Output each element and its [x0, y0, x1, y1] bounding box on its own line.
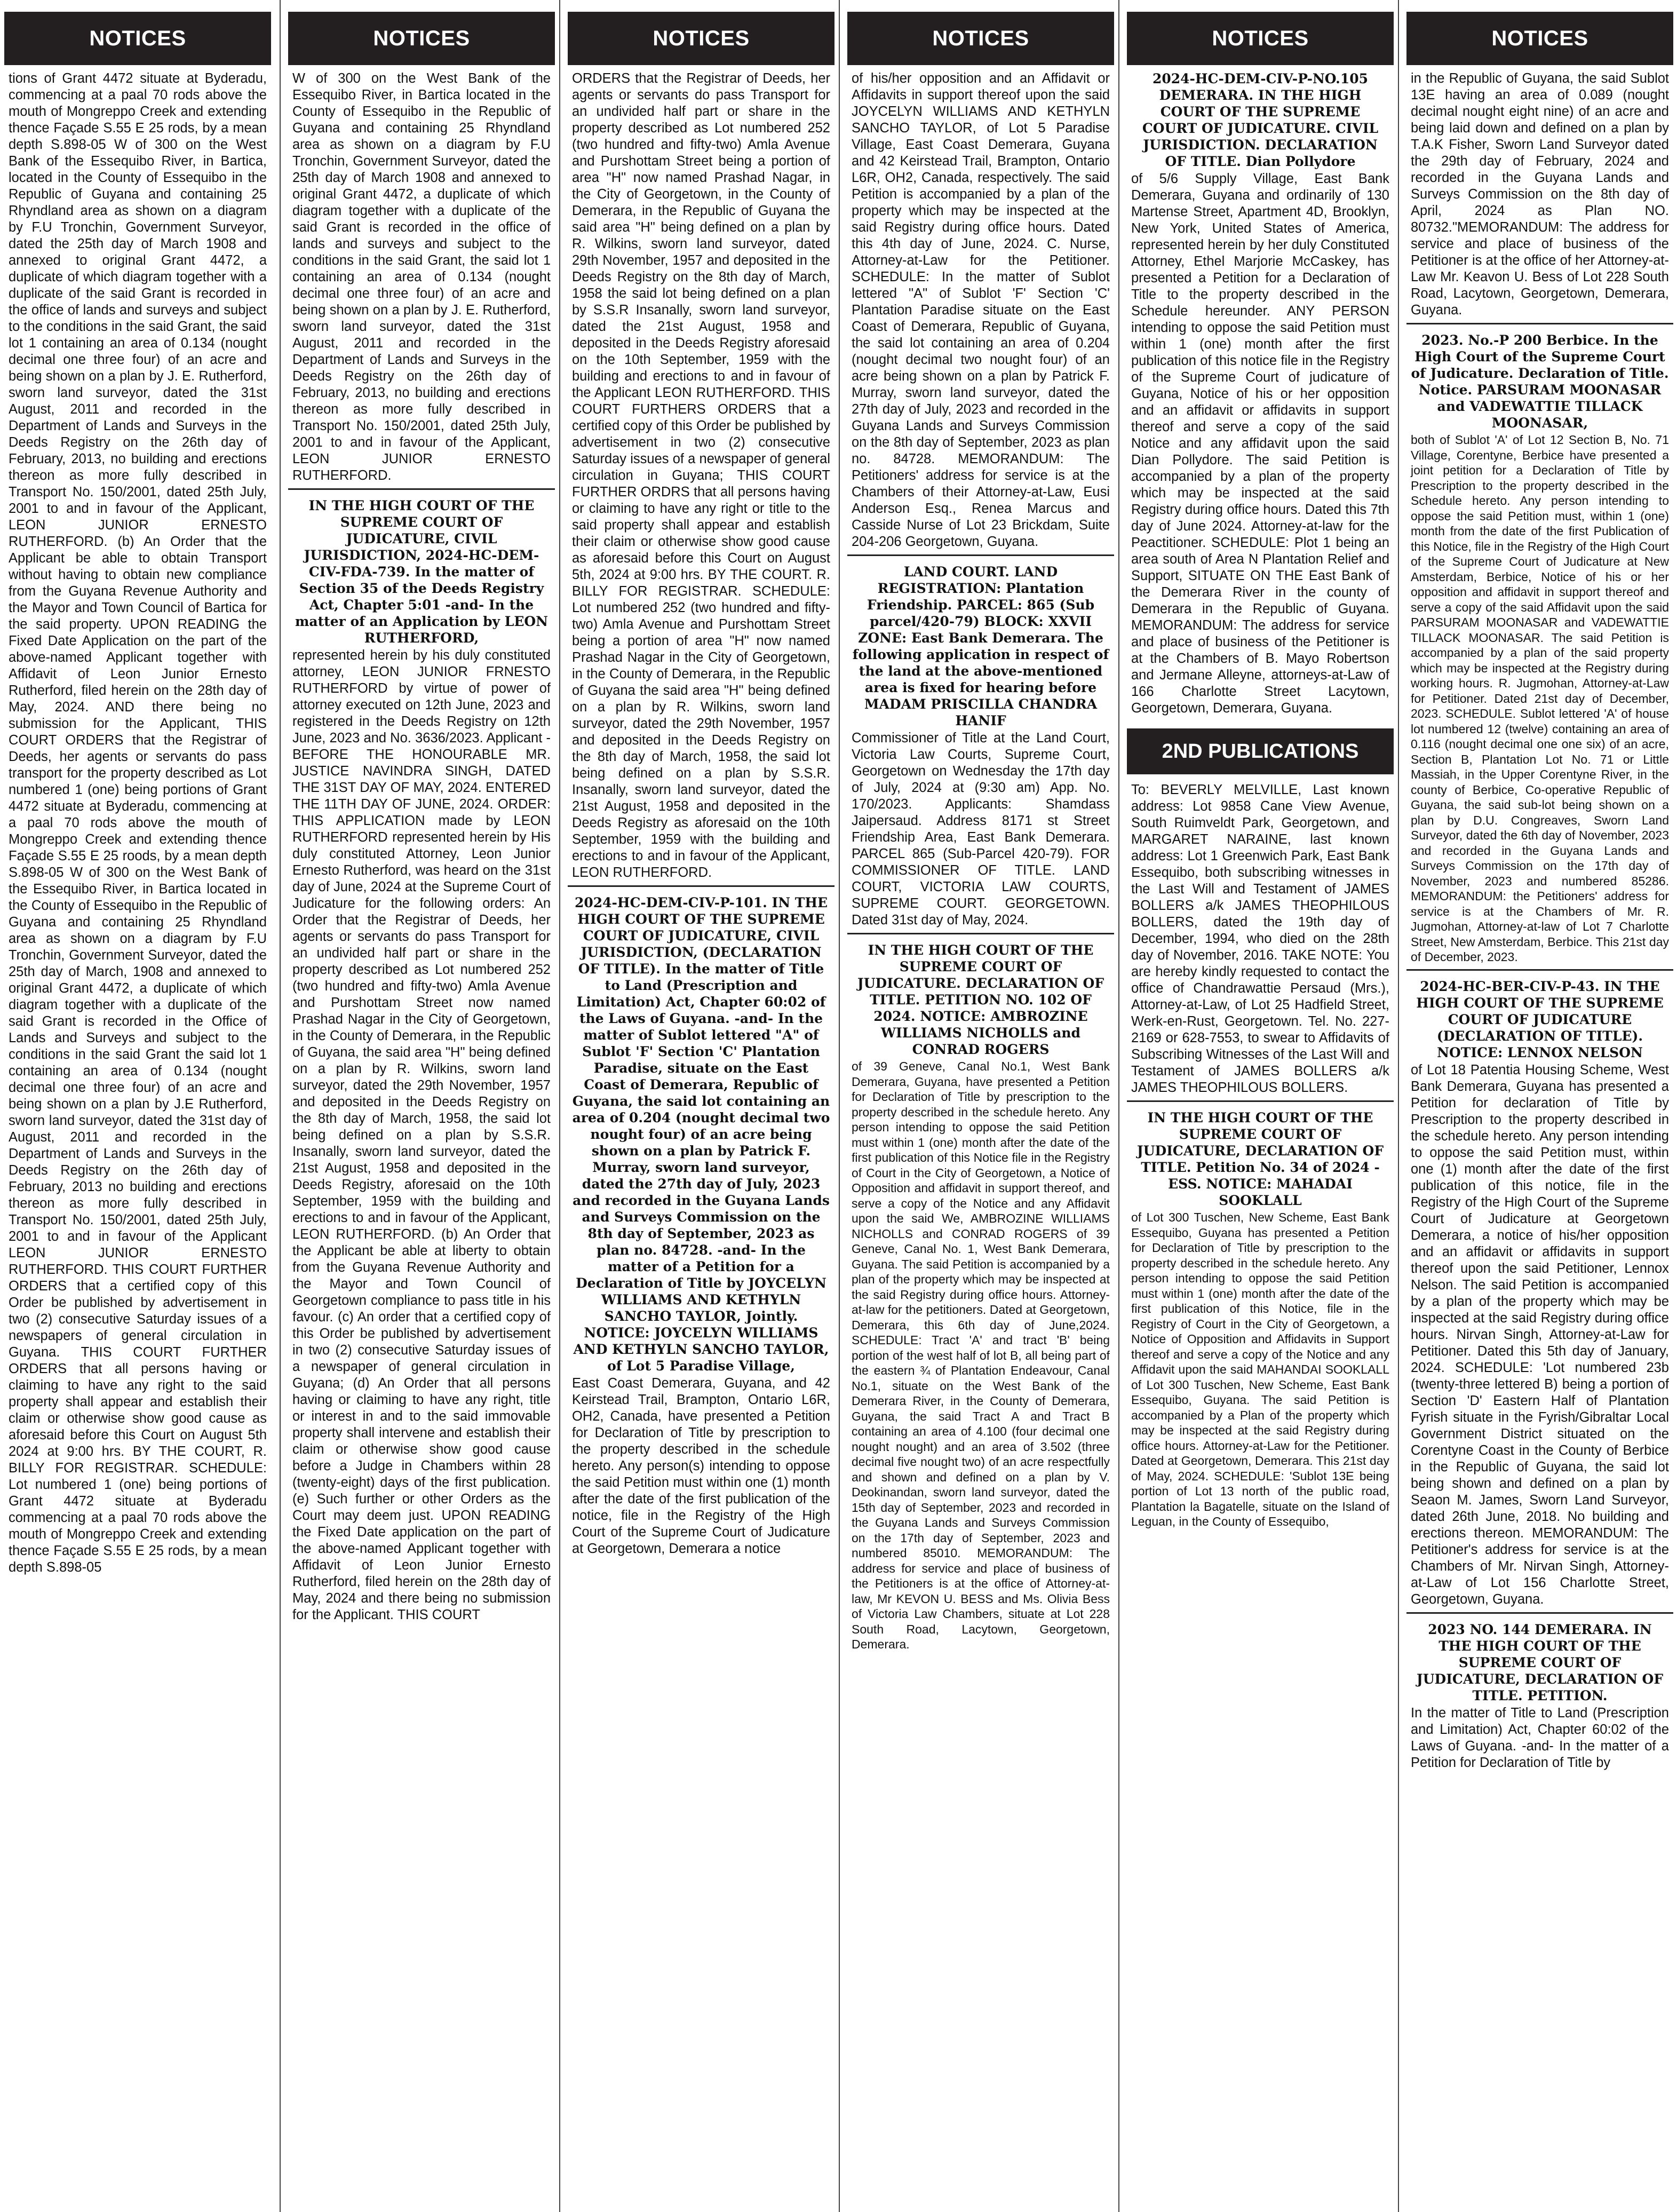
notice-heading: 2024-HC-BER-CIV-P-43. IN THE HIGH COURT OF THE SUPREME COURT OF JUDICATURE (DECLARATION OF TITLE). NOTICE: LENNOX NELSON — [1416, 978, 1664, 1060]
column-header: NOTICES — [847, 12, 1114, 65]
column-divider — [1398, 0, 1399, 2212]
notice-body: of Lot 300 Tuschen, New Scheme, East Bank Essequibo, Guyana has presented a Petition for Declaration of Title by prescription to the property described in the schedule hereto. Any person intending to oppose the said Petition must within 1 (one) month after the date of the first publication of this Notice, file in the Registry of Court in the City of Georgetown, a Notice of Opposition and Affidavits in Support thereof and serve a copy of the Notice and any Affidavit upon the said MAHANDAI SOOKLALL of Lot 300 Tuschen, New Scheme, East Bank Essequibo, Guyana. The said Petition is accompanied by a Plan of the property which may be inspected at the said Registry during office hours. Attorney-at-Law for the Petitioner. Dated at Georgetown, Demerara. This 21st day of May, 2024. SCHEDULE: 'Sublot 13E being portion of Lot 13 north of the public road, Plantation la Bagatelle, situate on the Island of Leguan, in the County of Essequibo, — [1131, 1210, 1389, 1528]
column-divider — [559, 0, 560, 2212]
notice — [847, 942, 1114, 1656]
column-divider — [280, 0, 281, 2212]
notice-heading: IN THE HIGH COURT OF THE SUPREME COURT OF JUDICATURE, CIVIL JURISDICTION, 2024-HC-DEM-CIV-FDA-739. In the matter of Section 35 of the Deeds Registry Act, Chapter 5:01 -and- In the matter of an Application by LEON RUTHERFORD, — [295, 498, 549, 646]
notice-body: Commissioner of Title at the Land Court, Victoria Law Courts, Supreme Court, Georgetown on Wednesday the 17th day of July, 2024 at (9:30 am) App. No. 170/2023. Applicants: Shamdass Jaipersaud. Address 8171 st Street Friendship Area, East Bank Demerara. PARCEL 865 (Sub-Parcel 420-79). FOR COMMISSIONER OF TITLE. LAND COURT, VICTORIA LAW COURTS, SUPREME COURT. GEORGETOWN. Dated 31st day of May, 2024. — [852, 731, 1110, 927]
notice-body: in the Republic of Guyana, the said Sublot 13E having an area of 0.089 (nought decimal nought eight nine) of an acre and being laid down and defined on a plan by T.A.K Fisher, Sworn Land Surveyor dated the 29th day of February, 2024 and recorded in the Guyana Lands and Surveys Commission on the 8th day of April, 2024 as Plan NO. 80732."MEMORANDUM: The address for service and place of business of the Petitioner is at the office of her Attorney-at-Law Mr. Keavon U. Bess of Lot 228 South Road, Lacytown, Georgetown, Demerara, Guyana. — [1411, 71, 1669, 318]
column-2 — [288, 0, 555, 2212]
notice-heading: 2023 NO. 144 DEMERARA. IN THE HIGH COURT OF THE SUPREME COURT OF JUDICATURE, DECLARATION OF TITLE. PETITION. — [1416, 1621, 1664, 1703]
column-header: NOTICES — [4, 12, 271, 65]
notice — [288, 70, 555, 490]
notice-body: represented herein by his duly constituted attorney, LEON JUNIOR FRNESTO RUTHERFORD by virtue of power of attorney executed on 12th June, 2023 and registered in the Deeds Registry on 12th June, 2023 and No. 3636/2023. Applicant - BEFORE THE HONOURABLE MR. JUSTICE NAVINDRA SINGH, DATED THE 31ST DAY OF MAY, 2024. ENTERED THE 11TH DAY OF JUNE, 2024. ORDER: THIS APPLICATION made by LEON RUTHERFORD represented herein by His duly constituted Attorney, Leon Junior Ernesto Rutherford, was heard on the 31st day of June, 2024 at the Supreme Court of Judicature for the following orders: An Order that the Registrar of Deeds, her agents or servants do pass Transport for an undivided half part or share in the property described as Lot numbered 252 (two hundred and fifty-two) Amla Avenue and Purshottam Street now named Prashad Nagar in the City of Georgetown, in the County of Demerara, in the Republic of Guyana, the said area "H" being defined on a plan by R. Wilkins, sworn land surveyor, dated the 29th November, 1957 and deposited in the Deeds Registry on the 8th day of March, 1958, the said lot being defined on a plan by S.S.R. Insanally, sworn land surveyor, dated the 21st August, 1958 and deposited in the Deeds Registry, aforesaid on the 10th September, 1959 with the building and erections to and in favour of the Applicant, LEON RUTHERFORD. (b) An Order that the Applicant be able at liberty to obtain from the Guyana Revenue Authority and the Mayor and Town Council of Georgetown compliance to pass title in his favour. (c) An order that a certified copy of this Order be published by advertisement in two (2) consecutive Saturday issues of a newspaper of general circulation in Guyana; (d) An Order that all persons having or claiming to have any right, title or interest in and to the said immovable property shall intervene and establish their claim or otherwise show good cause before a Judge in Chambers within 28 (twenty-eight) days of the first publication. (e) Such further or other Orders as the Court may deem just. UPON READING the Fixed Date application on the part of the above-named Applicant together with Affidavit of Leon Junior Ernesto Rutherford, filed herein on the 28th day of May, 2024 and there being no submission for the Applicant. THIS COURT — [292, 648, 551, 1622]
notice — [568, 70, 834, 887]
column-header: NOTICES — [568, 12, 834, 65]
notice — [1406, 70, 1673, 324]
column-divider — [839, 0, 840, 2212]
column-header: NOTICES — [1127, 12, 1394, 65]
notice-body: To: BEVERLY MELVILLE, Last known address: Lot 9858 Cane View Avenue, South Ruimveldt Park, Georgetown, and MARGARET NARAINE, last known address: Lot 1 Greenwich Park, East Bank Essequibo, both subscribing witnesses in the Last Will and Testament of JAMES BOLLERS a/k JAMES THEOPHILOUS BOLLERS, dated the 19th day of December, 1994, who died on the 28th day of November, 2016. TAKE NOTE: You are hereby kindly requested to contact the office of Chandrawattie Persaud (Mrs.), Attorney-at-Law, of Lot 25 Hadfield Street, Werk-en-Rust, Georgetown. Tel. No. 227-2169 or 628-7553, to swear to Affidavits of Subscribing Witnesses of the Last Will and Testament of JAMES BOLLERS a/k JAMES THEOPHILOUS BOLLERS. — [1131, 782, 1389, 1095]
notice-heading: LAND COURT. LAND REGISTRATION: Plantation Friendship. PARCEL: 865 (Sub parcel/420-79) BLOCK: XXVII ZONE: East Bank Demerara. The following application in respect of the land at the above-mentioned area is fixed for hearing before MADAM PRISCILLA CHANDRA HANIF — [852, 564, 1109, 728]
column-1 — [4, 0, 271, 2212]
notice — [1406, 1621, 1673, 1775]
notice-body: W of 300 on the West Bank of the Essequibo River, in Bartica located in the County of Essequibo in the Republic of Guyana and containing 25 Rhyndland area as shown on a diagram by F.U Tronchin, Government Surveyor, dated the 25th day of March 1908 and annexed to original Grant 4472, a duplicate of which diagram together with a duplicate of the said Grant is recorded in the office of lands and surveys and subject to the conditions in the said Grant, the said lot 1 containing an area of 0.134 (nought decimal one three four) of an acre and being shown on a plan by J. E. Rutherford, sworn land surveyor, dated the 31st August, 2011 and recorded in the Department of Lands and Surveys in the Deeds Registry on the 26th day of February, 2013, no building and erections thereon as more fully described in Transport No. 150/2001, dated 25th July, 2001 to and in favour of the Applicant, LEON JUNIOR ERNESTO RUTHERFORD. — [292, 71, 551, 483]
notice-heading: 2023. No.-P 200 Berbice. In the High Court of the Supreme Court of Judicature. Declaration of Title. Notice. PARSURAM MOONASAR and VADEWATTIE TILLACK MOONASAR, — [1411, 332, 1669, 431]
notice-body: both of Sublot 'A' of Lot 12 Section B, No. 71 Village, Corentyne, Berbice have presented a joint petition for a Declaration of Title by Prescription to the property described in the Schedule hereto. Any person intending to oppose the said Petition must, within 1 (one) month from the date of the first Publication of this Notice, file in the Registry of the High Court of the Supreme Court of Judicature at New Amsterdam, Berbice, Notice of his or her opposition and affidavit in support thereof and serve a copy of the said Affidavit upon the said PARSURAM MOONASAR and VADEWATTIE TILLACK MOONASAR. The said Petition is accompanied by a plan of the said property which may be inspected at the Registry during working hours. R. Jugmohan, Attorney-at-Law for Petitioner. Dated 21st day of December, 2023. SCHEDULE. Sublot lettered 'A' of house lot numbered 12 (twelve) containing an area of 0.116 (nought decimal one one six) of an acre, Section B, Plantation Lot No. 71 or Little Massiah, in the Upper Corentyne River, in the county of Berbice, Co-operative Republic of Guyana, the said sub-lot being shown on a plan by D.U. Congreaves, Sworn Land Surveyor, dated the 6th day of November, 2023 and recorded in the Guyana Lands and Surveys Commission on the 17th day of November, 2023 and numbered 85286. MEMORANDUM: the Petitioners' address for service is at the Chambers of Mr. R. Jugmohan, Attorney-at-law of Lot 7 Charlotte Street, New Amsterdam, Berbice. This 21st day of December, 2023. — [1411, 433, 1669, 964]
notice — [847, 70, 1114, 556]
second-publications-header: 2ND PUBLICATIONS — [1127, 728, 1394, 774]
notice-body: ORDERS that the Registrar of Deeds, her agents or servants do pass Transport for an undivided half part or share in the property described as Lot numbered 252 (two hundred and fifty-two) Amla Avenue and Purshottam Street being a portion of area "H" now named Prashad Nagar, in the City of Georgetown, in the County of Demerara, in the Republic of Guyana the said area "H" being defined on a plan by R. Wilkins, sworn land surveyor, dated 29th November, 1957 and deposited in the Deeds Registry on the 8th day of March, 1958 the said lot being defined on a plan by S.S.R Insanally, sworn land surveyor, dated the 21st August, 1958 and deposited in the Deeds Registry aforesaid on the 10th September, 1959 with the building and erections to and in favour of the Applicant LEON RUTHERFORD. THIS COURT FURTHERS ORDERS that a certified copy of this Order be published by advertisement in two (2) consecutive Saturday issues of a newspaper of general circulation in Guyana; THIS COURT FURTHER ORDRS that all persons having or claiming to have any right or title to the said property shall appear and establish their claim or otherwise show good cause as aforesaid before this Court on August 5th, 2024 at 9:00 hrs. BY THE COURT. R. BILLY FOR REGISTRAR. SCHEDULE: Lot numbered 252 (two hundred and fifty-two) Amla Avenue and Purshottam Street being a portion of area "H" now named Prashad Nagar in the City of Georgetown, in the County of Demerara, in the Republic of Guyana the said area "H" being defined on a plan by R. Wilkins, sworn land surveyor, dated the 29th November, 1957 and deposited in the Deeds Registry on the 8th day of March, 1958, the said lot being defined on a plan by S.S.R. Insanally, sworn land surveyor, dated the 21st August, 1958 and deposited in the Deeds Registry as aforesaid on the 10th September, 1959 with the building and erections to and in favour of the Applicant, LEON RUTHERFORD. — [572, 71, 830, 880]
notice — [288, 497, 555, 1628]
notice-body: of 5/6 Supply Village, East Bank Demerara, Guyana and ordinarily of 130 Martense Street, Apartment 4D, Brooklyn, New York, United States of America, represented herein by her duly Constituted Attorney, Ethel Marjorie McCaskey, has presented a Petition for a Declaration of Title to the property described in the Schedule hereunder. ANY PERSON intending to oppose the said Petition must within 1 (one) month after the first publication of this notice file in the Registry of the Supreme Court of judicature of Guyana, Notice of his or her opposition and an affidavit or affidavits in support thereof and serve a copy of the said Notice and any affidavit upon the said Dian Pollydore. The said Petition is accompanied by a plan of the property which may be inspected at the said Registry during office hours. Dated this 7th day of June 2024. Attorney-at-law for the Peactitioner. SCHEDULE: Plot 1 being an area south of Area N Plantation Relief and Support, SITUATE ON THE East Bank of the Demerara River in the county of Demerara in the Republic of Guyana. MEMORANDUM: The address for service and place of business of the Petitioner is at the Chambers of B. Mayo Robertson and Jermane Alleyne, attorneys-at-Law of 166 Charlotte Street Lacytown, Georgetown, Demerara, Guyana. — [1131, 171, 1389, 716]
notice-body: of his/her opposition and an Affidavit or Affidavits in support thereof upon the said JOYCELYN WILLIAMS AND KETHYLN SANCHO TAYLOR, of Lot 5 Paradise Village, East Coast Demerara, Guyana and 42 Keirstead Trail, Brampton, Ontario L6R, OH2, Canada, respectively. The said Petition is accompanied by a plan of the property which may be inspected at the said Registry during office hours. Dated this 4th day of June, 2024. C. Nurse, Attorney-at-Law for the Petitioner. SCHEDULE: In the matter of Sublot lettered "A" of Sublot 'F' Section 'C' Plantation Paradise situate on the East Coast of Demerara, Republic of Guyana, the said lot containing an area of 0.204 (nought decimal two nought four) of an acre being shown on a plan by Patrick F. Murray, sworn land surveyor, dated the 27th day of July, 2023 and recorded in the Guyana Lands and Surveys Commission on the 8th day of September, 2023 as plan no. 84728. MEMORANDUM: The Petitioners' address for service is at the Chambers of their Attorney-at-Law, Eusi Anderson Esq., Renea Marcus and Casside Nurse of Lot 23 Brickdam, Suite 204-206 Georgetown, Guyana. — [852, 71, 1110, 549]
column-6 — [1406, 0, 1673, 2212]
notice — [4, 70, 271, 1580]
notice-body: of Lot 18 Patentia Housing Scheme, West Bank Demerara, Guyana has presented a Petition for declaration of Title by Prescription to the property described in the schedule hereto. Any person intending to oppose the said Petition must, within one (1) month after the date of the first publication of this notice, file in the Registry of the High Court of the Supreme Court of Judicature at Georgetown Demerara, a notice of his/her opposition and an affidavit or affidavits in support thereof upon the said Petitioner, Lennox Nelson. The said Petition is accompanied by a plan of the property which may be inspected at the said Registry during office hours. Nirvan Singh, Attorney-at-Law for Petitioner. Dated this 5th day of January, 2024. SCHEDULE: 'Lot numbered 23b (twenty-three lettered B) being a portion of Section 'D' Eastern Half of Plantation Fyrish situate in the Fyrish/Gibraltar Local Government District situated on the Corentyne Coast in the County of Berbice in the Republic of Guyana, the said lot being shown and defined on a plan by Seaon M. James, Sworn Land Surveyor, dated 26th June, 2018. No building and erections thereon. MEMORANDUM: The Petitioner's address for service is at the Chambers of Mr. Nirvan Singh, Attorney-at-Law of Lot 156 Charlotte Street, Georgetown, Guyana. — [1411, 1062, 1669, 1607]
notice — [1127, 70, 1394, 721]
column-4 — [847, 0, 1114, 2212]
notice — [847, 564, 1114, 934]
notice-heading: IN THE HIGH COURT OF THE SUPREME COURT OF JUDICATURE. DECLARATION OF TITLE. PETITION NO. 102 OF 2024. NOTICE: AMBROZINE WILLIAMS NICHOLLS and CONRAD ROGERS — [857, 942, 1104, 1057]
notice-body: tions of Grant 4472 situate at Byderadu, commencing at a paal 70 rods above the mouth of Mongreppo Creek and extending thence Façade S.55 E 25 rods, by a mean depth S.898-05 W of 300 on the West Bank of the Essequibo River, in Bartica, located in the County of Essequibo in the Republic of Guyana and containing 25 Rhyndland area as shown on a diagram by F.U Tronchin, Government Surveyor, dated the 25th day of March 1908 and annexed to original Grant 4472, a duplicate of which diagram together with a duplicate of the said Grant is recorded in the office of lands and surveys and subject to the conditions in the said Grant, the said lot 1 containing an area of 0.134 (nought decimal one three four) of an acre and being shown on a plan by J. E. Rutherford, sworn land surveyor, dated the 31st August, 2011 and recorded in the Department of Lands and Surveys in the Deeds Registry on the 26th day of February, 2013, no building and erections thereon as more fully described in Transport No. 150/2001, dated 25th July, 2001 to and in favour of the Applicant, LEON JUNIOR ERNESTO RUTHERFORD. (b) An Order that the Applicant be able to obtain Transport without having to obtain new compliance from the Guyana Revenue Authority and the Mayor and Town Council of Bartica for the said property. UPON READING the Fixed Date Application on the part of the above-named Applicant together with Affidavit of Leon Junior Ernesto Rutherford, filed herein on the 28th day of May, 2024. AND there being no submission for the Applicant, THIS COURT ORDERS that the Registrar of Deeds, her agents or servants do pass transport for the property described as Lot numbered 1 (one) being portions of Grant 4472 situate at Byderadu, commencing at a paal 70 rods above the mouth of Mongreppo Creek and extending thence Façade S.55 E 25 roods, by a mean depth S.898-05 W of 300 on the West Bank of the Essequibo River, in Bartica located in the County of Essequibo in the Republic of Guyana and containing 25 Rhyndland area as shown on a diagram by F.U Tronchin, Government Surveyor, dated the 25th day of March, 1908 and annexed to original Grant 4472, a duplicate of which diagram together with a duplicate of the said Grant is recorded in the Office of Lands and Surveys and subject to the conditions in the said Grant the said lot 1 containing an area of 0.134 (nought decimal one three four) of an acre and being shown on a plan by J.E Rutherford, sworn land surveyor, dated the 31st day of August, 2011 and recorded in the Department of Lands and Surveys in the Deeds Registry on the 26th day of February, 2013 no building and erections thereon as more fully described in Transport No. 150/2001, dated 25th July, 2001 to and in favour of the Applicant LEON JUNIOR ERNESTO RUTHERFORD. THIS COURT FURTHER ORDERS that a certified copy of this Order be published by advertisement in two (2) consecutive Saturday issues of a newspapers of general circulation in Guyana. THIS COURT FURTHER ORDERS that all persons having or claiming to have any right to the said property shall appear and establish their claim or otherwise show good cause as aforesaid before this Court on August 5th 2024 at 9:00 hrs. BY THE COURT, R. BILLY FOR REGISTRAR. SCHEDULE: Lot numbered 1 (one) being portions of Grant 4472 situate at Byderadu commencing at a paal 70 rods above the mouth of Mongreppo Creek and extending thence Façade S.55 E 25 rods, by a mean depth S.898-05 — [9, 71, 267, 1575]
column-5 — [1127, 0, 1394, 2212]
notice-heading: IN THE HIGH COURT OF THE SUPREME COURT OF JUDICATURE, DECLARATION OF TITLE. Petition No. 34 of 2024 - ESS. NOTICE: MAHADAI SOOKLALL — [1136, 1110, 1384, 1208]
column-header: NOTICES — [288, 12, 555, 65]
notice-body: East Coast Demerara, Guyana, and 42 Keirstead Trail, Brampton, Ontario L6R, OH2, Canada, have presented a Petition for Declaration of Title by prescription to the property described in the schedule hereto. Any person(s) intending to oppose the said Petition must within one (1) month after the date of the first publication of the notice, file in the Registry of the High Court of the Supreme Court of Judicature at Georgetown, Demerara a notice — [572, 1376, 830, 1556]
column-3 — [568, 0, 834, 2212]
notice — [1406, 978, 1673, 1614]
notice-body: In the matter of Title to Land (Prescription and Limitation) Act, Chapter 60:02 of the Laws of Guyana. -and- In the matter of a Petition for Declaration of Title by — [1411, 1705, 1669, 1770]
column-divider — [1118, 0, 1119, 2212]
notice-body: of 39 Geneve, Canal No.1, West Bank Demerara, Guyana, have presented a Petition for Declaration of Title by prescription to the property described in the schedule hereto. Any person intending to oppose the said Petition must within 1 (one) month after the date of the first publication of this Notice file in the Registry of Court in the City of Georgetown, a Notice of Opposition and affidavit in support thereof, and serve a copy of the Notice and any Affidavit upon the said We, AMBROZINE WILLIAMS NICHOLLS and CONRAD ROGERS of 39 Geneve, Canal No. 1, West Bank Demerara, Guyana. The said Petition is accompanied by a plan of the property which may be inspected at the said Registry during office hours. Attorney-at-law for the petitioners. Dated at Georgetown, Demerara, this 6th day of June,2024. SCHEDULE: Tract 'A' and tract 'B' being portion of the west half of lot B, all being part of the eastern ¾ of Plantation Endeavour, Canal No.1, situate on the West Bank of the Demerara River, in the County of Demerara, Guyana, the said Tract A and Tract B containing an area of 4.100 (four decimal one nought nought) and an area of 3.502 (three decimal five nought two) of an acre respectfully and shown and defined on a plan by V. Deokinandan, sworn land surveyor, dated the 15th day of September, 2023 and recorded in the Guyana Lands and Surveys Commission on the 17th day of September, 2023 and numbered 85010. MEMORANDUM: The address for service and place of business of the Petitioners is at the office of Attorney-at-law, Mr KEVON U. BESS and Ms. Olivia Bess of Victoria Law Chambers, situate at Lot 228 South Road, Lacytown, Georgetown, Demerara. — [852, 1059, 1110, 1651]
notice-heading: 2024-HC-DEM-CIV-P-NO.105 DEMERARA. IN THE HIGH COURT OF THE SUPREME COURT OF JUDICATURE. CIVIL JURISDICTION. DECLARATION OF TITLE. Dian Pollydore — [1142, 71, 1379, 169]
notice-heading: 2024-HC-DEM-CIV-P-101. IN THE HIGH COURT OF THE SUPREME COURT OF JUDICATURE, CIVIL JURISDICTION, (DECLARATION OF TITLE). In the matter of Title to Land (Prescription and Limitation) Act, Chapter 60:02 of the Laws of Guyana. -and- In the matter of Sublot lettered "A" of Sublot 'F' Section 'C' Plantation Paradise, situate on the East Coast of Demerara, Republic of Guyana, the said lot containing an area of 0.204 (nought decimal two nought four) of an acre being shown on a plan by Patrick F. Murray, sworn land surveyor, dated the 27th day of July, 2023 and recorded in the Guyana Lands and Surveys Commission on the 8th day of September, 2023 as plan no. 84728. -and- In the matter of a Petition for a Declaration of Title by JOYCELYN WILLIAMS AND KETHYLN SANCHO TAYLOR, Jointly. NOTICE: JOYCELYN WILLIAMS AND KETHYLN SANCHO TAYLOR, of Lot 5 Paradise Village, — [572, 895, 830, 1374]
notice — [1127, 1109, 1394, 1534]
column-header: NOTICES — [1406, 12, 1673, 65]
notice — [568, 894, 834, 1561]
notice — [1406, 332, 1673, 971]
notice — [1127, 782, 1394, 1102]
